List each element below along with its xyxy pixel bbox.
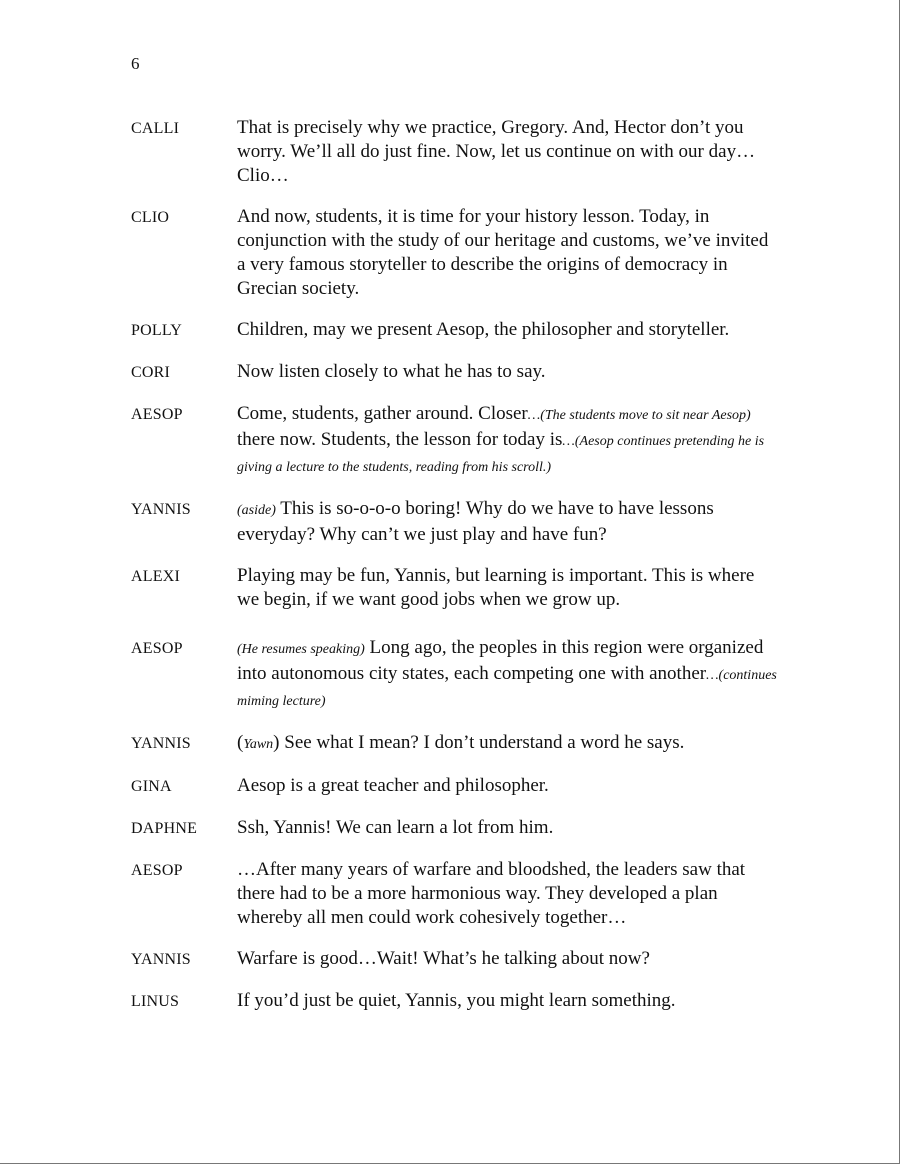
dialogue-text (237, 318, 781, 343)
speaker-name: DAPHNE (131, 820, 198, 837)
dialogue-text (237, 116, 781, 188)
dialogue-line (131, 731, 781, 757)
spoken-text: Aesop is a great teacher and philosopher. (237, 775, 549, 796)
speaker-name: GINA (131, 778, 172, 795)
speaker-name: AESOP (131, 862, 183, 879)
stage-direction: …(The students move to sit near Aesop) (527, 408, 751, 423)
spoken-text: there now. Students, the lesson for today is (237, 429, 563, 450)
script-body (131, 99, 781, 1014)
spoken-text: That is precisely why we practice, Gregory. And, Hector don’t you worry. We’ll all do just fine. Now, let us continue on with our day…Clio… (237, 117, 756, 186)
spoken-text: If you’d just be quiet, Yannis, you might learn something. (237, 990, 676, 1011)
spoken-text: Playing may be fun, Yannis, but learning is important. This is where we begin, if we want good jobs when we grow up. (237, 565, 755, 610)
stage-direction: …(Aesop continues pretending he is giving a lecture to the students, reading from his scroll.) (237, 434, 765, 475)
dialogue-line (131, 205, 781, 301)
spoken-text: ) See what I mean? I don’t understand a word he says. (273, 732, 685, 753)
speaker-name: CLIO (131, 209, 170, 226)
spoken-text: Children, may we present Aesop, the philosopher and storyteller. (237, 319, 730, 340)
stage-direction: (aside) (237, 503, 276, 518)
dialogue-text (237, 205, 781, 301)
dialogue-line (131, 116, 781, 188)
dialogue-text (237, 636, 781, 714)
speaker-name: AESOP (131, 406, 183, 423)
dialogue-line (131, 360, 781, 385)
spoken-text: Ssh, Yannis! We can learn a lot from him. (237, 817, 554, 838)
stage-direction: …(continues miming lecture) (237, 668, 777, 709)
spoken-text: Long ago, the peoples in this region were organized into autonomous city states, each competing one with another (237, 637, 764, 684)
speaker-name: LINUS (131, 993, 180, 1010)
dialogue-text (237, 947, 781, 972)
dialogue-text (237, 816, 781, 841)
dialogue-line (131, 989, 781, 1014)
dialogue-line (131, 564, 781, 612)
dialogue-line (131, 636, 781, 714)
dialogue-text (237, 858, 781, 930)
spoken-text: ( (237, 732, 244, 753)
dialogue-text (237, 731, 781, 757)
dialogue-line (131, 774, 781, 799)
dialogue-text (237, 774, 781, 799)
speaker-name: ALEXI (131, 568, 180, 585)
dialogue-text (237, 989, 781, 1014)
speaker-name: YANNIS (131, 951, 191, 968)
spoken-text: This is so-o-o-o boring! Why do we have to have lessons everyday? Why can’t we just play and have fun? (237, 498, 714, 545)
dialogue-text (237, 402, 781, 480)
dialogue-line (131, 402, 781, 480)
stage-direction: (He resumes speaking) (237, 642, 365, 657)
dialogue-text (237, 360, 781, 385)
dialogue-line (131, 318, 781, 343)
dialogue-line (131, 497, 781, 547)
spoken-text: And now, students, it is time for your history lesson. Today, in conjunction with the study of our heritage and customs, we’ve invited a very famous storyteller to describe the origins of democracy in Grecian society. (237, 206, 769, 299)
stage-direction: Yawn (243, 737, 274, 752)
speaker-name: AESOP (131, 640, 183, 657)
speaker-name: CALLI (131, 120, 180, 137)
dialogue-line (131, 858, 781, 930)
speaker-name: POLLY (131, 322, 182, 339)
spoken-text: Come, students, gather around. Closer (237, 403, 528, 424)
dialogue-text (237, 497, 781, 547)
dialogue-text (237, 564, 781, 612)
speaker-name: CORI (131, 364, 171, 381)
page-number: 6 (131, 54, 140, 73)
spoken-text: Now listen closely to what he has to say. (237, 361, 546, 382)
dialogue-line (131, 947, 781, 972)
spoken-text: Warfare is good…Wait! What’s he talking about now? (237, 948, 650, 969)
speaker-name: YANNIS (131, 735, 191, 752)
speaker-name: YANNIS (131, 501, 191, 518)
spoken-text: …After many years of warfare and bloodshed, the leaders saw that there had to be a more harmonious way. They developed a plan whereby all men could work cohesively together… (237, 859, 746, 928)
dialogue-line (131, 816, 781, 841)
